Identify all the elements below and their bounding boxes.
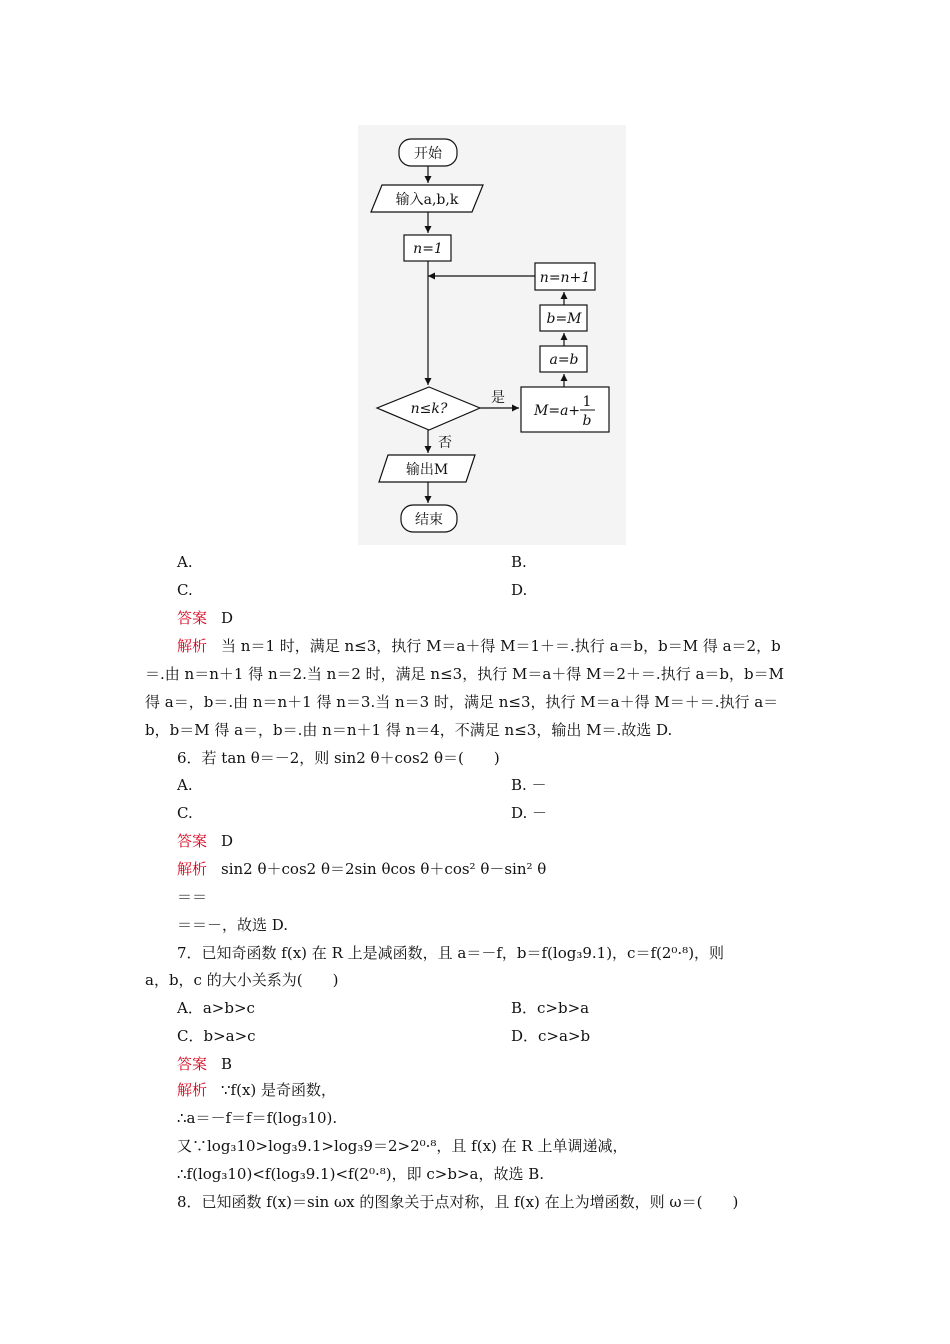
- input-label: 输入a,b,k: [395, 192, 459, 208]
- analysis-label: 解析: [177, 860, 208, 878]
- start-label: 开始: [414, 146, 442, 162]
- q7-option-b: B．c>b>a: [511, 999, 590, 1017]
- q7-analysis-line: ∴a＝－f＝f＝f(log₃10).: [177, 1109, 338, 1127]
- answer-value: D: [221, 832, 234, 850]
- q7-analysis-line: [177, 1080, 336, 1100]
- analysis-text: ∵f(x) 是奇函数，: [221, 1081, 337, 1099]
- flowchart-figure: [358, 125, 626, 545]
- q6-option-d: D. －: [511, 804, 548, 822]
- analysis-text: sin2 θ＋cos2 θ＝2sin θcos θ＋cos² θ－sin² θ: [221, 860, 547, 878]
- q6-analysis-line: ＝＝: [177, 888, 208, 906]
- q5-option-b: B.: [511, 553, 527, 571]
- decision-label: n≤k?: [410, 401, 448, 417]
- no-label: 否: [438, 435, 452, 451]
- answer-value: B: [221, 1055, 233, 1073]
- answer-value: D: [221, 609, 234, 627]
- q5-analysis-line: ＝.由 n＝n＋1 得 n＝2.当 n＝2 时，满足 n≤3，执行 M＝a＋得 M＝2＋＝.执行 a＝b，b＝M: [145, 665, 784, 683]
- q7-stem: a，b，c 的大小关系为( ): [145, 971, 339, 989]
- compute-denominator: b: [582, 413, 592, 429]
- yes-label: 是: [491, 390, 505, 406]
- q5-option-a: A.: [177, 553, 193, 571]
- flowchart-svg: [358, 125, 626, 545]
- q6-analysis-line: [177, 859, 546, 879]
- compute-label: M=a+: [534, 403, 581, 419]
- q6-option-b: B. －: [511, 776, 547, 794]
- q5-analysis-line: b，b＝M 得 a＝，b＝.由 n＝n＋1 得 n＝4，不满足 n≤3，输出 M＝.故选 D.: [145, 721, 673, 739]
- q5-analysis-line: [177, 636, 781, 656]
- answer-label: 答案: [177, 1055, 208, 1073]
- q7-option-d: D．c>a>b: [511, 1027, 591, 1045]
- assign-b-label: b=M: [546, 311, 582, 327]
- analysis-label: 解析: [177, 1081, 208, 1099]
- q7-answer: [177, 1054, 232, 1074]
- q5-analysis-line: 得 a＝，b＝.由 n＝n＋1 得 n＝3.当 n＝3 时，满足 n≤3，执行 M＝a＋得 M＝＋＝.执行 a＝: [145, 693, 779, 711]
- q6-answer: [177, 831, 233, 851]
- q5-answer: [177, 608, 233, 628]
- end-label: 结束: [415, 512, 443, 528]
- init-label: n=1: [413, 241, 443, 257]
- increment-label: n=n+1: [539, 270, 591, 286]
- q5-option-c: C.: [177, 581, 193, 599]
- q5-option-d: D.: [511, 581, 528, 599]
- q7-analysis-line: ∴f(log₃10)<f(log₃9.1)<f(2⁰·⁸)，即 c>b>a，故选 B.: [177, 1165, 545, 1183]
- q6-stem: 6．若 tan θ＝－2，则 sin2 θ＋cos2 θ＝( ): [177, 749, 500, 767]
- q7-stem: 7．已知奇函数 f(x) 在 R 上是减函数，且 a＝－f，b＝f(log₃9.1)，c＝f(2⁰·⁸)，则: [177, 944, 725, 962]
- answer-label: 答案: [177, 832, 208, 850]
- analysis-label: 解析: [177, 637, 208, 655]
- answer-label: 答案: [177, 609, 208, 627]
- q7-option-a: A．a>b>c: [177, 999, 255, 1017]
- q6-option-a: A.: [177, 776, 193, 794]
- q6-analysis-line: ＝＝－，故选 D.: [177, 916, 289, 934]
- q7-analysis-line: 又∵log₃10>log₃9.1>log₃9＝2>2⁰·⁸，且 f(x) 在 R 上单调递减，: [177, 1137, 628, 1155]
- analysis-text: 当 n＝1 时，满足 n≤3，执行 M＝a＋得 M＝1＋＝.执行 a＝b，b＝M 得 a＝2，b: [221, 637, 781, 655]
- q6-option-c: C.: [177, 804, 193, 822]
- output-label: 输出M: [405, 462, 449, 478]
- q8-stem: 8．已知函数 f(x)＝sin ωx 的图象关于点对称，且 f(x) 在上为增函数，则 ω＝( ): [177, 1193, 739, 1211]
- compute-numerator: 1: [582, 394, 592, 410]
- q7-option-c: C．b>a>c: [177, 1027, 256, 1045]
- assign-a-label: a=b: [549, 352, 579, 368]
